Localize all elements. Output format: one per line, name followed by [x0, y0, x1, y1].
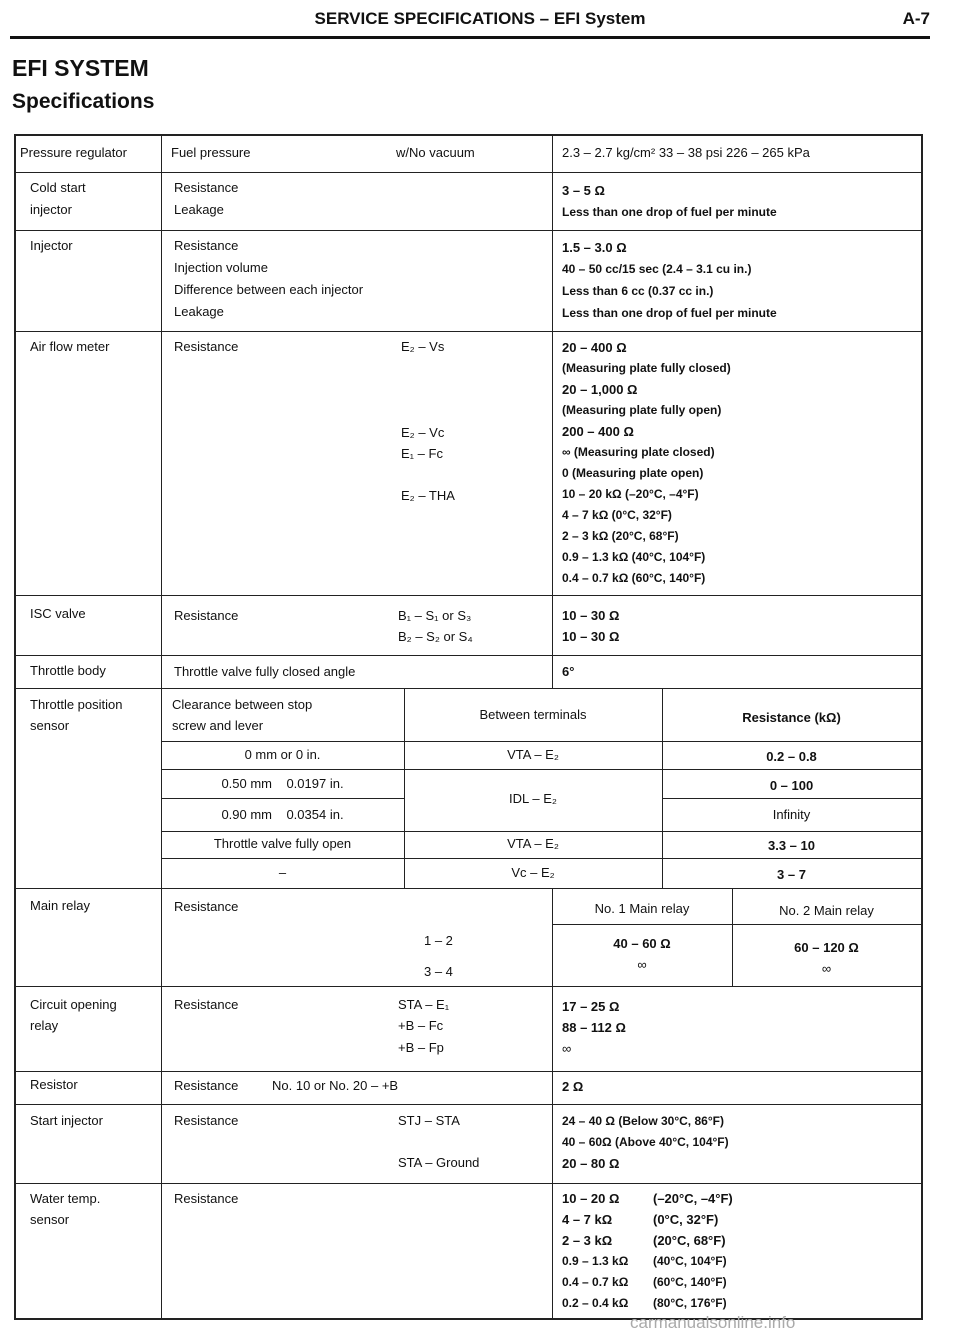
- tps-terminal-pair: Vc – E₂: [511, 865, 555, 880]
- water-temp-resistance: 0.2 – 0.4 kΩ: [562, 1296, 629, 1310]
- spec-value: 10 – 30 Ω: [562, 629, 620, 644]
- item-leakage: Leakage: [174, 202, 224, 217]
- component-throttle-body: Throttle body: [30, 663, 106, 678]
- terminal-pair: +B – Fc: [398, 1018, 444, 1033]
- water-temp-resistance: 10 – 20 Ω: [562, 1191, 620, 1206]
- subsection-title: Specifications: [12, 90, 155, 113]
- spec-value: 17 – 25 Ω: [562, 999, 620, 1014]
- tps-clearance-value: –: [278, 865, 287, 880]
- tps-clearance-value: 0 mm or 0 in.: [244, 747, 321, 762]
- tps-resistance-value: 3.3 – 10: [768, 838, 815, 853]
- spec-value: ∞ (Measuring plate closed): [562, 445, 715, 459]
- spec-value: 1.5 – 3.0 Ω: [562, 240, 627, 255]
- condition-terminals: No. 10 or No. 20 – +B: [272, 1078, 399, 1093]
- tps-resistance-value: 3 – 7: [777, 867, 806, 882]
- spec-value: 40 – 60Ω (Above 40°C, 104°F): [562, 1135, 729, 1149]
- spec-value: (Measuring plate fully closed): [562, 361, 731, 375]
- row-divider: [16, 888, 921, 889]
- spec-fuel-pressure: 2.3 – 2.7 kg/cm² 33 – 38 psi 226 – 265 kPa: [562, 145, 810, 160]
- item-leakage: Leakage: [174, 304, 224, 319]
- terminal-pair: B₁ – S₁ or S₃: [398, 608, 472, 623]
- component-isc-valve: ISC valve: [30, 606, 86, 621]
- main-relay-no2-value: 60 – 120 Ω: [794, 940, 859, 955]
- terminal-pair: STA – E₁: [398, 997, 450, 1012]
- spec-value: ∞: [562, 1041, 572, 1056]
- spec-value: 24 – 40 Ω (Below 30°C, 86°F): [562, 1114, 724, 1128]
- spec-value: 2 – 3 kΩ (20°C, 68°F): [562, 529, 679, 543]
- row-divider: [16, 331, 921, 332]
- item-resistance: Resistance: [174, 899, 239, 914]
- spec-value: 88 – 112 Ω: [562, 1020, 626, 1035]
- watermark: carmanualsonline.info: [630, 1313, 796, 1332]
- row-divider: [552, 924, 921, 925]
- terminal-pair: E₁ – Fc: [401, 446, 443, 461]
- row-divider: [16, 986, 921, 987]
- specifications-table: [14, 134, 923, 1320]
- component-throttle-position-sensor: Throttle position: [30, 697, 123, 712]
- component-water-temp-sensor: Water temp.: [30, 1191, 101, 1206]
- row-divider: [16, 1104, 921, 1105]
- tps-clearance-value: Throttle valve fully open: [213, 836, 352, 851]
- terminal-pair: 3 – 4: [424, 964, 453, 979]
- main-relay-no1-value: 40 – 60 Ω: [613, 936, 671, 951]
- spec-value: 3 – 5 Ω: [562, 183, 605, 198]
- item-resistance: Resistance: [174, 1191, 239, 1206]
- tps-header-terminals: Between terminals: [479, 707, 587, 722]
- item-resistance: Resistance: [174, 339, 239, 354]
- item-resistance: Resistance: [174, 238, 239, 253]
- item-resistance: Resistance: [174, 1078, 239, 1093]
- item-resistance: Resistance: [174, 180, 239, 195]
- terminal-pair: B₂ – S₂ or S₄: [398, 629, 473, 644]
- component-injector: Injector: [30, 238, 73, 253]
- main-relay-no2-header: No. 2 Main relay: [779, 903, 874, 918]
- tps-resistance-value: 0.2 – 0.8: [766, 749, 817, 764]
- tps-terminal-pair: VTA – E₂: [507, 747, 559, 762]
- terminal-pair: 1 – 2: [424, 933, 453, 948]
- terminal-pair: E₂ – Vs: [401, 339, 445, 354]
- tps-clearance-value: 0.50 mm 0.0197 in.: [221, 776, 344, 791]
- page-number: A-7: [902, 9, 930, 28]
- water-temp-resistance: 4 – 7 kΩ: [562, 1212, 613, 1227]
- spec-value: (Measuring plate fully open): [562, 403, 722, 417]
- spec-value: 10 – 20 kΩ (–20°C, –4°F): [562, 487, 699, 501]
- header-title: SERVICE SPECIFICATIONS – EFI System: [314, 9, 646, 28]
- row-divider: [161, 831, 921, 832]
- water-temp-condition: (0°C, 32°F): [653, 1212, 719, 1227]
- item-resistance: Resistance: [174, 997, 239, 1012]
- row-divider: [16, 1183, 921, 1184]
- component-start-injector: Start injector: [30, 1113, 103, 1128]
- component-pressure-regulator: Pressure regulator: [20, 145, 127, 160]
- spec-value: 20 – 1,000 Ω: [562, 382, 638, 397]
- spec-value: Less than one drop of fuel per minute: [562, 306, 777, 320]
- tps-header-resistance: Resistance (kΩ): [742, 710, 841, 725]
- tps-resistance-value: 0 – 100: [769, 778, 814, 793]
- spec-value: 4 – 7 kΩ (0°C, 32°F): [562, 508, 672, 522]
- spec-value: 0.9 – 1.3 kΩ (40°C, 104°F): [562, 550, 706, 564]
- spec-value: 6°: [562, 664, 575, 679]
- condition-no-vacuum: w/No vacuum: [396, 145, 475, 160]
- component-water-temp-sensor: sensor: [30, 1212, 70, 1227]
- row-divider: [161, 798, 404, 799]
- water-temp-condition: (80°C, 176°F): [653, 1296, 727, 1310]
- spec-value: 20 – 400 Ω: [562, 340, 627, 355]
- row-divider: [16, 655, 921, 656]
- tps-header-clearance: screw and lever: [172, 718, 264, 733]
- component-circuit-opening-relay: Circuit opening: [30, 997, 117, 1012]
- grid-line: [552, 136, 553, 688]
- component-resistor: Resistor: [30, 1077, 78, 1092]
- item-difference: Difference between each injector: [174, 282, 364, 297]
- row-divider: [16, 688, 921, 689]
- terminal-pair: STA – Ground: [398, 1155, 480, 1170]
- terminal-pair: E₂ – Vc: [401, 425, 445, 440]
- main-relay-no1-value: ∞: [637, 957, 647, 972]
- water-temp-condition: (40°C, 104°F): [653, 1254, 727, 1268]
- row-divider: [161, 769, 921, 770]
- tps-clearance-value: 0.90 mm 0.0354 in.: [221, 807, 344, 822]
- row-divider: [161, 858, 921, 859]
- tps-resistance-value: Infinity: [772, 807, 811, 822]
- row-divider: [161, 741, 921, 742]
- tps-header-clearance: Clearance between stop: [172, 697, 313, 712]
- water-temp-condition: (20°C, 68°F): [653, 1233, 726, 1248]
- terminal-pair: E₂ – THA: [401, 488, 455, 503]
- spec-value: 40 – 50 cc/15 sec (2.4 – 3.1 cu in.): [562, 262, 752, 276]
- header-rule: [10, 36, 930, 39]
- component-circuit-opening-relay: relay: [30, 1018, 59, 1033]
- water-temp-resistance: 2 – 3 kΩ: [562, 1233, 613, 1248]
- terminal-pair: +B – Fp: [398, 1040, 444, 1055]
- water-temp-condition: (–20°C, –4°F): [653, 1191, 733, 1206]
- item-fuel-pressure: Fuel pressure: [171, 145, 251, 160]
- component-cold-start-injector: Cold start: [30, 180, 86, 195]
- spec-value: 0 (Measuring plate open): [562, 466, 704, 480]
- item-fully-closed-angle: Throttle valve fully closed angle: [174, 664, 356, 679]
- row-divider: [16, 230, 921, 231]
- row-divider: [662, 798, 921, 799]
- main-relay-no2-value: ∞: [821, 961, 832, 976]
- row-divider: [16, 172, 921, 173]
- spec-value: 0.4 – 0.7 kΩ (60°C, 140°F): [562, 571, 706, 585]
- spec-value: 20 – 80 Ω: [562, 1156, 620, 1171]
- spec-value: 200 – 400 Ω: [562, 424, 634, 439]
- main-relay-no1-header: No. 1 Main relay: [594, 901, 690, 916]
- row-divider: [16, 1071, 921, 1072]
- tps-terminal-pair: VTA – E₂: [507, 836, 559, 851]
- spec-value: Less than one drop of fuel per minute: [562, 205, 777, 219]
- section-title: EFI SYSTEM: [12, 55, 149, 81]
- terminal-pair: STJ – STA: [398, 1113, 460, 1128]
- spec-value: 10 – 30 Ω: [562, 608, 620, 623]
- component-air-flow-meter: Air flow meter: [30, 339, 110, 354]
- water-temp-resistance: 0.4 – 0.7 kΩ: [562, 1275, 629, 1289]
- water-temp-condition: (60°C, 140°F): [653, 1275, 727, 1289]
- page-header: [0, 0, 960, 40]
- item-resistance: Resistance: [174, 608, 239, 623]
- tps-terminal-pair: IDL – E₂: [509, 791, 557, 806]
- item-resistance: Resistance: [174, 1113, 239, 1128]
- item-injection-volume: Injection volume: [174, 260, 268, 275]
- spec-value: Less than 6 cc (0.37 cc in.): [562, 284, 714, 298]
- row-divider: [16, 595, 921, 596]
- grid-line: [161, 136, 162, 1318]
- component-cold-start-injector: injector: [30, 202, 72, 217]
- component-throttle-position-sensor: sensor: [30, 718, 70, 733]
- component-main-relay: Main relay: [30, 898, 90, 913]
- spec-value: 2 Ω: [562, 1079, 584, 1094]
- water-temp-resistance: 0.9 – 1.3 kΩ: [562, 1254, 629, 1268]
